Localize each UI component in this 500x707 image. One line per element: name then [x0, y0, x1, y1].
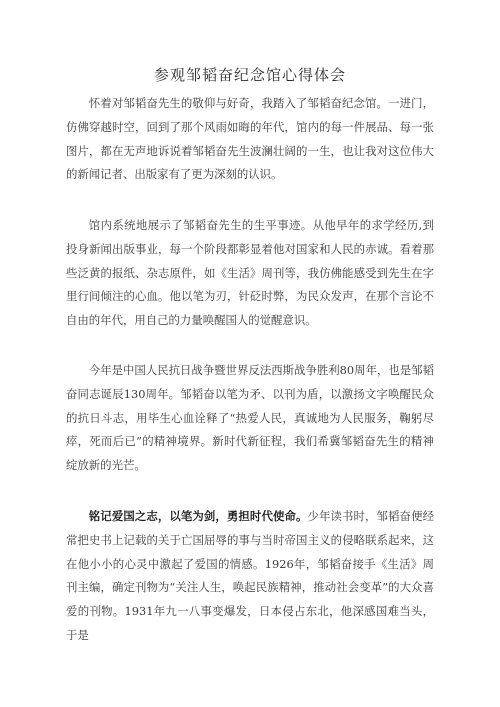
section-paragraph	[66, 505, 434, 648]
section-heading: 铭记爱国之志，以笔为剑，勇担时代使命。	[88, 509, 308, 523]
paragraph-1: 怀着对邹韬奋先生的敬仰与好奇，我踏入了邹韬奋纪念馆。一进门，仿佛穿越时空，回到了那个风雨如晦的年代，馆内的每一件展品、每一张图片，都在无声地诉说着邹韬奋先生波澜壮阔的一生，也让我对这位伟大的新闻记者、出版家有了更为深刻的认识。	[66, 96, 434, 182]
page-title: 参观邹韬奋纪念馆心得体会	[153, 66, 346, 84]
paragraph-3: 今年是中国人民抗日战争暨世界反法西斯战争胜利80周年，也是邹韬奋同志诞辰130周年。邹韬奋以笔为矛、以刊为盾，以激扬文字唤醒民众的抗日斗志，用毕生心血诠释了“热爱人民，真诚地为人民服务，鞠躬尽瘁，死而后已”的精神境界。新时代新征程，我们希冀邹韬奋先生的精神绽放新的光芒。	[66, 363, 434, 473]
section-body: 少年读书时，邹韬奋便经常把史书上记载的关于亡国屈辱的事与当时帝国主义的侵略联系起来，这在他小小的心灵中激起了爱国的情感。1926年，邹韬奋接手《生活》周刊主编，确定刊物为“关注人生，唤起民族精神，推动社会变革”的大众喜爱的刊物。1931年九一八事变爆发，日本侵占东北，他深感国难当头，于是	[66, 509, 434, 642]
paragraph-2: 馆内系统地展示了邹韬奋先生的生平事迹。从他早年的求学经历,到投身新闻出版事业，每一个阶段都彰显着他对国家和人民的赤诚。看着那些泛黄的报纸、杂志原件，如《生活》周刊等，我仿佛能感受到先生在字里行间倾注的心血。他以笔为刃，针砭时弊，为民众发声，在那个言论不自由的年代，用自己的力量唤醒国人的觉醒意识。	[66, 218, 434, 328]
